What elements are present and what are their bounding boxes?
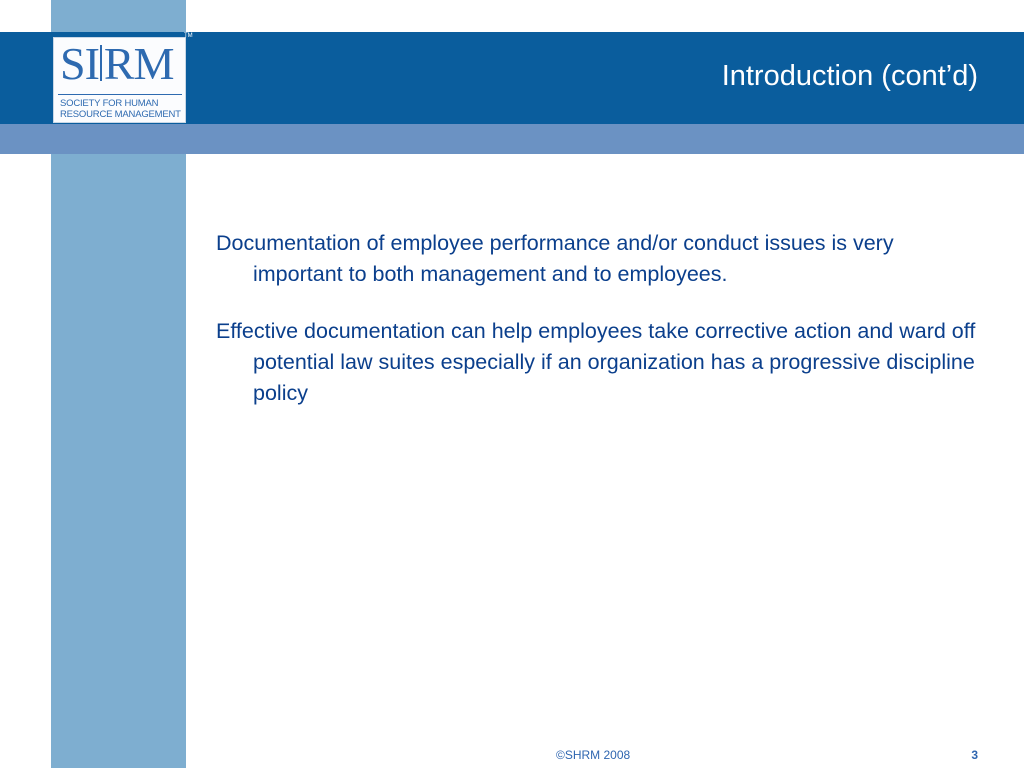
logo-wordmark [60,38,184,89]
logo-rule [58,94,182,95]
header-sub-band [0,124,1024,154]
logo-divider [100,45,102,81]
logo-wordmark-right: RM [103,38,174,89]
slide-title: Introduction (cont’d) [721,60,978,92]
slide-body [216,228,986,435]
logo-box [53,37,186,123]
slide-number: 3 [971,748,978,762]
shrm-logo [51,32,193,124]
logo-trademark: TM [184,33,193,39]
footer-copyright: ©SHRM 2008 [556,748,631,762]
body-paragraph-1: Documentation of employee performance and/or conduct issues is very important to both management and to employees. [216,231,894,286]
logo-wordmark-left: SI [60,38,99,89]
logo-tagline: SOCIETY FOR HUMAN RESOURCE MANAGEMENT [60,98,181,120]
body-paragraph-2: Effective documentation can help employees take corrective action and ward off potential law suites especially if an organization has a progressive discipline policy [216,319,976,405]
